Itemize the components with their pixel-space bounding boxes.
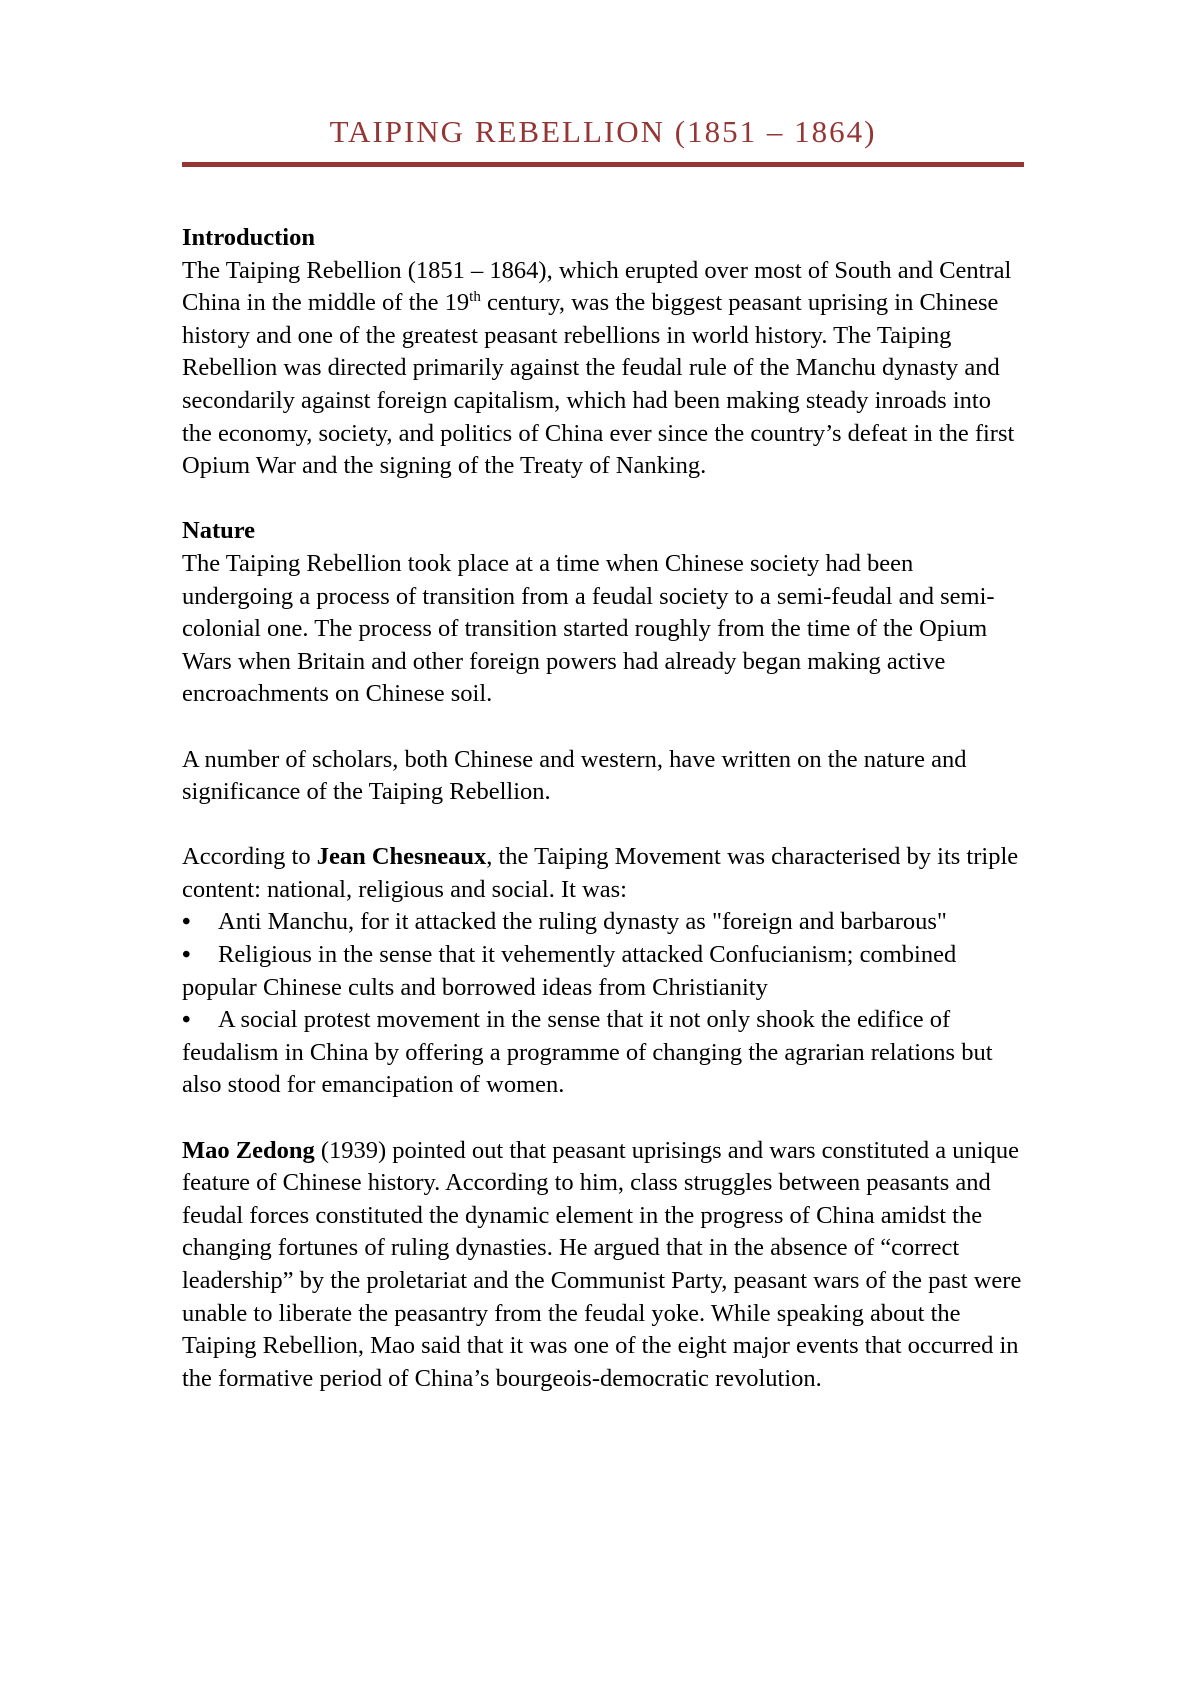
- bullet-icon: •: [182, 908, 191, 936]
- bullet-text: Religious in the sense that it vehemently attacked Confucianism; combined popular Chinese cults and borrowed ideas from Christianity: [182, 941, 957, 1001]
- bullet-icon: •: [182, 941, 191, 969]
- bullet-icon: •: [182, 1006, 191, 1034]
- chesneaux-suffix: , the Taiping Movement was characterised by its triple content: national, religious and social. It was:: [182, 843, 1019, 903]
- document-title: TAIPING REBELLION (1851 – 1864): [329, 114, 877, 149]
- mao-paragraph: [182, 1135, 1024, 1396]
- document-page: [182, 108, 1024, 1395]
- chesneaux-name: Jean Chesneaux: [316, 843, 487, 871]
- bullet-item-religious: [182, 939, 1024, 1004]
- nature-heading: Nature: [182, 517, 256, 545]
- paragraph-gap: [182, 711, 1024, 744]
- paragraph-gap: [182, 483, 1024, 516]
- mao-name: Mao Zedong: [182, 1136, 315, 1164]
- nature-paragraph-1: The Taiping Rebellion took place at a time when Chinese society had been undergoing a process of transition from a feudal society to a semi-feudal and semi-colonial one. The process of transition started roughly from the time of the Opium Wars when Britain and other foreign powers had already began making active encroachments on Chinese soil.: [182, 549, 995, 708]
- paragraph-gap: [182, 809, 1024, 842]
- introduction-heading: Introduction: [182, 224, 315, 251]
- bullet-item-social-protest: [182, 1004, 1024, 1102]
- bullet-item-anti-manchu: [182, 906, 1024, 939]
- bullet-text: A social protest movement in the sense that it not only shook the edifice of feudalism in China by offering a programme of changing the agrarian relations but also stood for emancipation of women.: [182, 1006, 993, 1099]
- introduction-text-b: century, was the biggest peasant uprising in Chinese history and one of the greatest peasant rebellions in world history. The Taiping Rebellion was directed primarily against the feudal rule of the Manchu dynasty and secondarily against foreign capitalism, which had been making steady inroads into the economy, society, and politics of China ever since the country’s defeat in the first Opium War and the signing of the Treaty of Nanking.: [182, 289, 1015, 480]
- nature-paragraph-2: A number of scholars, both Chinese and western, have written on the nature and significance of the Taiping Rebellion.: [182, 745, 967, 806]
- paragraph-gap: [182, 1102, 1024, 1135]
- document-body: [182, 222, 1024, 1395]
- introduction-text-a: The Taiping Rebellion (1851 – 1864), which erupted over most of South and Central China in the middle of the 19: [182, 256, 1012, 317]
- chesneaux-prefix: According to: [182, 843, 317, 871]
- mao-text: (1939) pointed out that peasant uprisings and wars constituted a unique feature of Chinese history. According to him, class struggles between peasants and feudal forces constituted the dynamic element in the progress of China amidst the changing fortunes of ruling dynasties. He argued that in the absence of “correct leadership” by the proletariat and the Communist Party, peasant wars of the past were unable to liberate the peasantry from the feudal yoke. While speaking about the Taiping Rebellion, Mao said that it was one of the eight major events that occurred in the formative period of China’s bourgeois-democratic revolution.: [182, 1136, 1022, 1392]
- superscript-th: th: [469, 289, 481, 306]
- chesneaux-paragraph: [182, 841, 1024, 906]
- title-underline: [182, 162, 1024, 167]
- bullet-text: Anti Manchu, for it attacked the ruling dynasty as "foreign and barbarous": [218, 908, 947, 936]
- introduction-paragraph: [182, 255, 1024, 483]
